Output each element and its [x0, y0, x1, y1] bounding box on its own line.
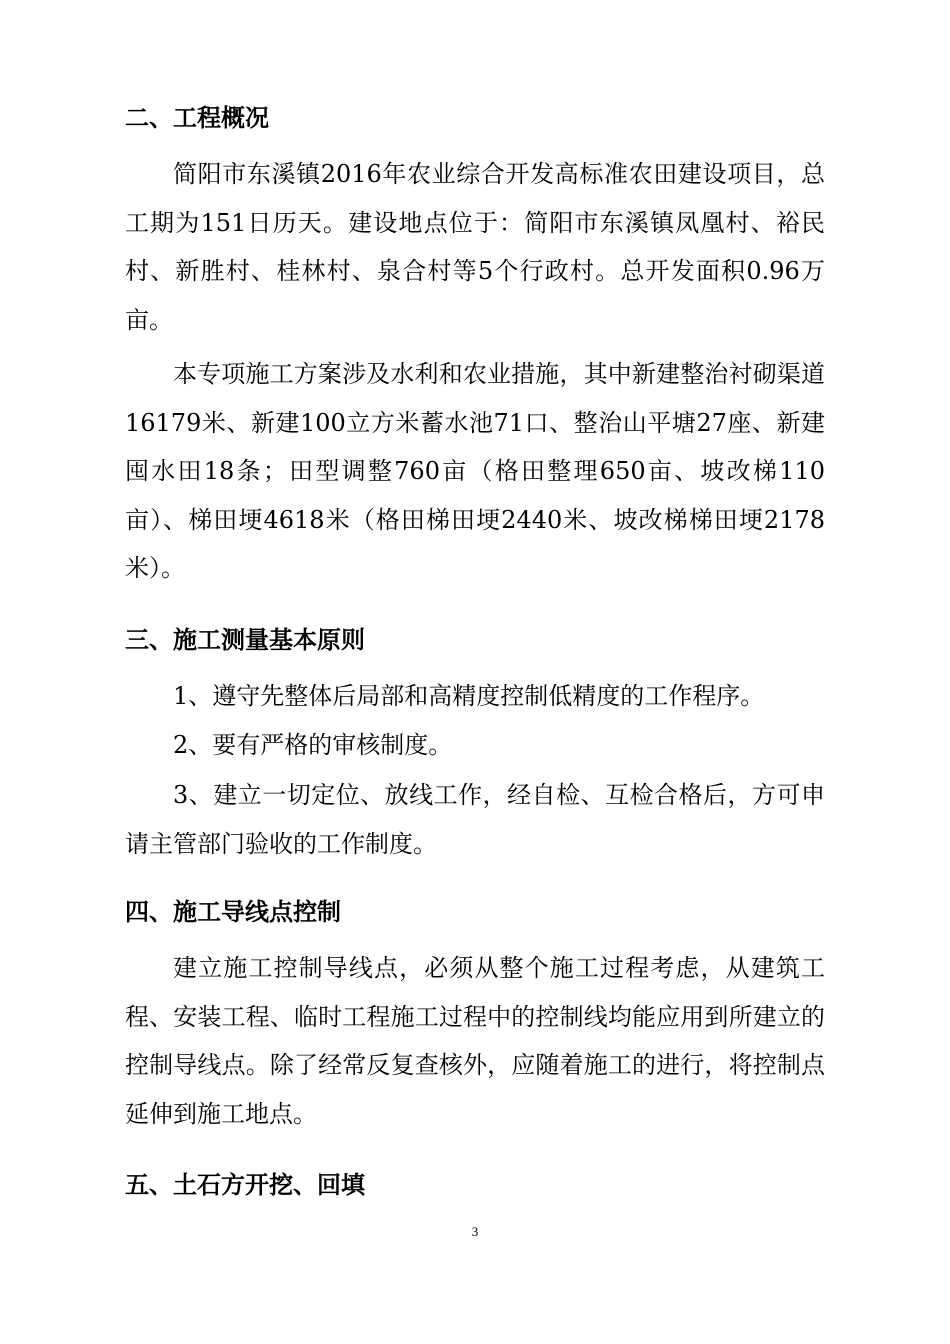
page-number: 3	[471, 1224, 479, 1239]
survey-item-1: 1、遵守先整体后局部和高精度控制低精度的工作程序。	[173, 682, 765, 710]
section-heading-earthwork: 五、土石方开挖、回填	[125, 1171, 365, 1199]
section-heading-control: 四、施工导线点控制	[125, 898, 341, 926]
overview-paragraph-1: 简阳市东溪镇2016年农业综合开发高标准农田建设项目，总工期为151日历天。建设地点位于：简阳市东溪镇凤凰村、裕民村、新胜村、桂林村、泉合村等5个行政村。总开发面积0.96万亩。	[125, 160, 825, 334]
survey-item-3: 3、建立一切定位、放线工作，经自检、互检合格后，方可申请主管部门验收的工作制度。	[125, 781, 825, 858]
survey-item-2: 2、要有严格的审核制度。	[173, 731, 453, 759]
overview-paragraph-2: 本专项施工方案涉及水利和农业措施，其中新建整治衬砌渠道16179米、新建100立方米蓄水池71口、整治山平塘27座、新建囤水田18条；田型调整760亩（格田整理650亩、坡改梯110亩）、梯田埂4618米（格田梯田埂2440米、坡改梯梯田埂2178米）。	[125, 360, 825, 583]
control-paragraph-1: 建立施工控制导线点，必须从整个施工过程考虑，从建筑工程、安装工程、临时工程施工过程中的控制线均能应用到所建立的控制导线点。除了经常反复查核外，应随着施工的进行，将控制点延伸到施工地点。	[125, 954, 825, 1128]
section-heading-overview: 二、工程概况	[125, 104, 269, 132]
section-heading-survey: 三、施工测量基本原则	[125, 626, 365, 654]
